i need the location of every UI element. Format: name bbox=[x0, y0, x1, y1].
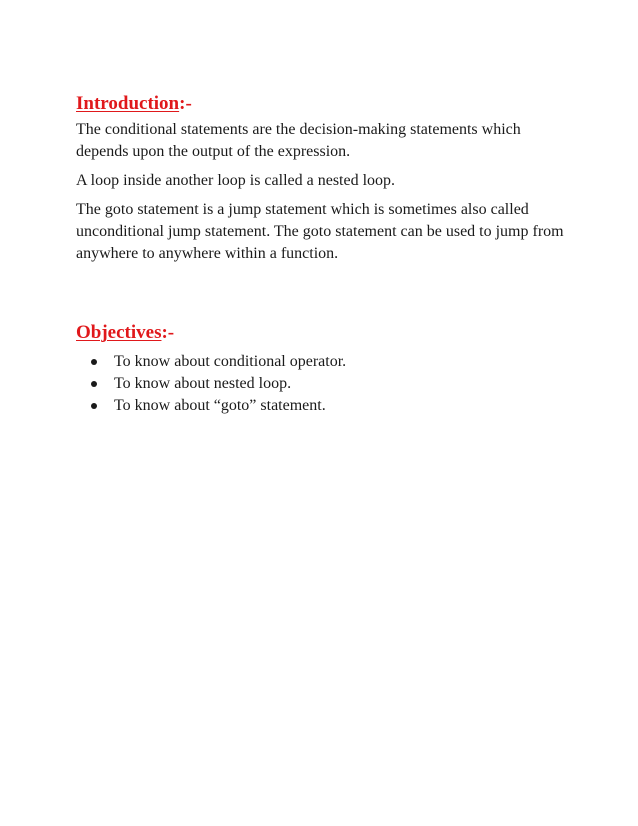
objectives-title: Objectives bbox=[76, 322, 162, 343]
objectives-list bbox=[76, 351, 566, 417]
objective-text: To know about nested loop. bbox=[114, 375, 292, 392]
introduction-heading bbox=[76, 92, 566, 116]
list-item bbox=[76, 373, 566, 395]
bullet-icon bbox=[91, 403, 97, 409]
objectives-heading bbox=[76, 321, 566, 345]
introduction-title: Introduction bbox=[76, 93, 180, 114]
list-item bbox=[76, 395, 566, 417]
objective-text: To know about conditional operator. bbox=[114, 353, 347, 370]
objective-text: To know about “goto” statement. bbox=[114, 397, 326, 414]
objectives-section bbox=[76, 321, 566, 417]
introduction-paragraph: A loop inside another loop is called a nested loop. bbox=[76, 172, 396, 189]
introduction-section bbox=[76, 92, 566, 265]
bullet-icon bbox=[91, 359, 97, 365]
introduction-suffix: :- bbox=[179, 93, 192, 114]
introduction-paragraph: The conditional statements are the decision-making statements which depends upon the output of the expression. bbox=[76, 121, 521, 160]
objectives-suffix: :- bbox=[161, 322, 175, 343]
introduction-paragraph: The goto statement is a jump statement which is sometimes also called unconditional jump statement. The goto statement can be used to jump from anywhere to anywhere within a function. bbox=[76, 201, 564, 262]
document-page bbox=[76, 92, 566, 417]
bullet-icon bbox=[91, 381, 97, 387]
list-item bbox=[76, 351, 566, 373]
